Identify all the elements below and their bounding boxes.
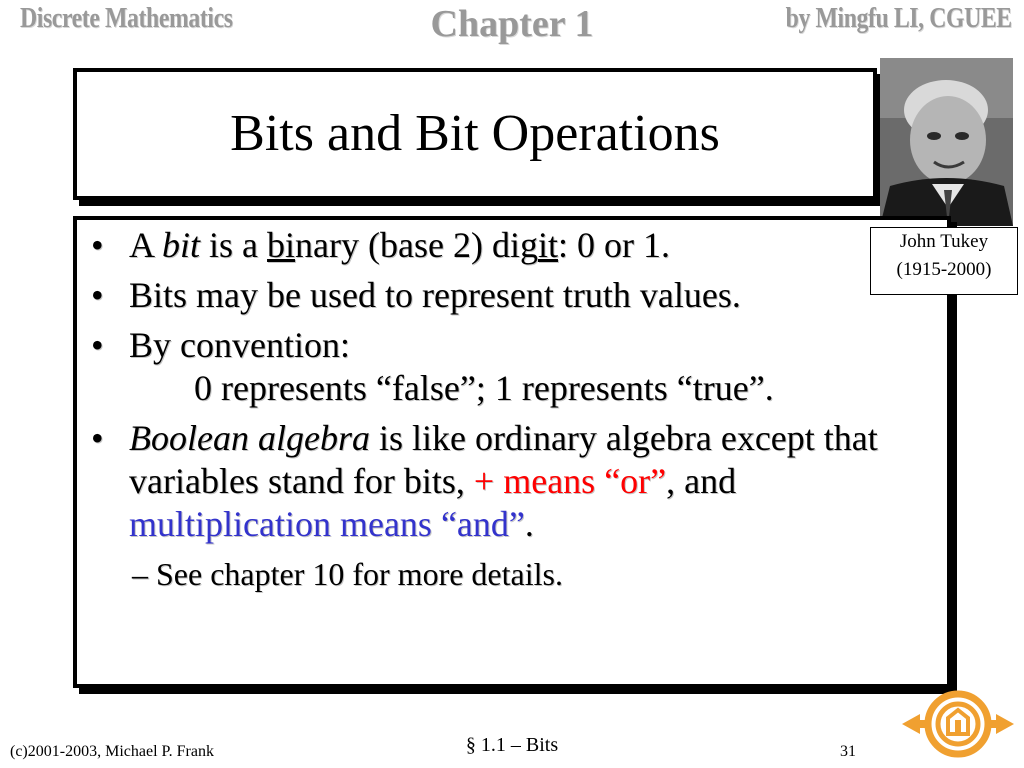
cgu-logo-icon (898, 688, 1018, 760)
b3-line2: 0 represents “false”; 1 represents “true”. (194, 368, 774, 408)
b2-text: Bits may be used to represent truth values. (129, 275, 741, 315)
content-box (73, 216, 951, 688)
bullet-dot: • (91, 418, 104, 458)
b1-text-nary: nary (base 2) dig (295, 225, 538, 265)
slide-title-box (73, 68, 877, 200)
b1-text-a: A (129, 225, 163, 265)
bullet-boolean-algebra (91, 417, 947, 546)
b4-end: . (524, 504, 534, 544)
bullet-dot: • (91, 225, 104, 265)
b1-underline-bi: bi (267, 225, 296, 265)
b1-text-is-a: is a (200, 225, 268, 265)
b1-text-rest: : 0 or 1. (557, 225, 670, 265)
bullet-truth-values (91, 274, 947, 317)
chapter-title: Chapter 1 (430, 3, 594, 45)
b3-line1: By convention: (129, 325, 350, 365)
photo-caption (870, 227, 1018, 295)
bullet-list (91, 224, 947, 594)
bullet-convention (91, 324, 947, 410)
page-number: 31 (840, 743, 856, 760)
bullet-dot: • (91, 325, 104, 365)
caption-name: John Tukey (899, 231, 989, 252)
sub-bullet-chapter-10: – See chapter 10 for more details. (132, 556, 563, 592)
caption-years: (1915-2000) (896, 259, 992, 280)
bullet-dot: • (91, 275, 104, 315)
slide-title: Bits and Bit Operations (230, 105, 720, 162)
footer-section: § 1.1 – Bits (465, 734, 559, 756)
author-credit: by Mingfu LI, CGUEE (785, 2, 1012, 34)
b4-text: is like ordinary algebra except that variables stand for bits, (129, 418, 878, 501)
b1-underline-it: it (537, 225, 558, 265)
portrait-illustration (880, 58, 1013, 226)
b4-term: Boolean algebra (129, 418, 370, 458)
course-title: Discrete Mathematics (20, 2, 233, 34)
b4-plus-means-or: + means “or” (473, 461, 667, 501)
b4-text-and: , and (666, 461, 737, 501)
b1-term-bit: bit (162, 225, 201, 265)
b4-mult-means-and: multiplication means “and” (129, 504, 525, 544)
bullet-bit-definition (91, 224, 947, 267)
footer-copyright: (c)2001-2003, Michael P. Frank (10, 743, 214, 760)
portrait-photo (880, 58, 1013, 226)
